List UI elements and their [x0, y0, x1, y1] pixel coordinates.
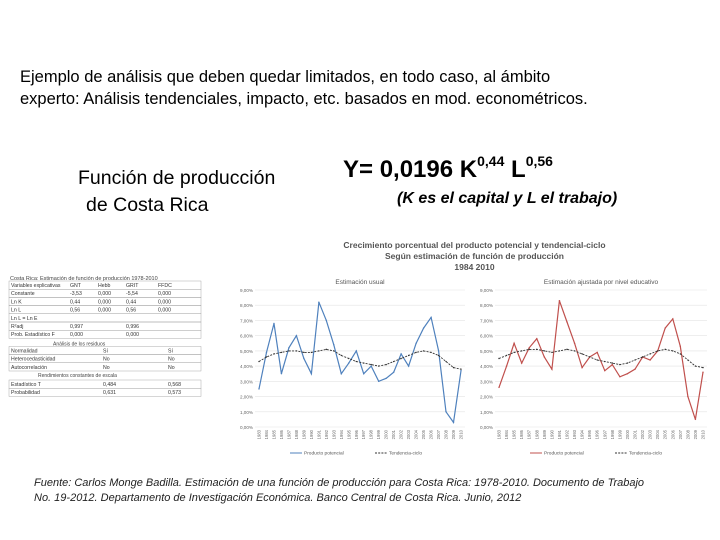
data-point: [627, 373, 628, 374]
data-point: [400, 353, 401, 354]
x-tick-label: 2004: [413, 430, 419, 440]
x-tick-label: 2004: [655, 430, 661, 440]
table-cell: Hebb: [98, 283, 111, 289]
data-point: [695, 419, 696, 420]
y-tick-label: 0,00%: [479, 425, 493, 430]
table-cell: 0,000: [158, 299, 171, 306]
data-point: [498, 387, 499, 388]
table-cell: Prob. Estadístico F: [11, 332, 55, 339]
data-point: [333, 350, 334, 351]
data-point: [551, 352, 552, 353]
table-cell: 0,000: [98, 291, 111, 298]
legend-label: Tendencia-ciclo: [389, 451, 423, 457]
x-tick-label: 1990: [549, 430, 555, 440]
x-tick-label: 1993: [572, 430, 578, 440]
data-point: [589, 356, 590, 357]
table-cell: -3,53: [70, 291, 82, 298]
data-point: [506, 355, 507, 356]
y-tick-label: 4,00%: [479, 364, 493, 370]
chart-title: [232, 240, 717, 273]
residual-title: Análisis de los residuos: [53, 341, 106, 348]
formula-l: L: [504, 156, 526, 183]
y-tick-label: 4,00%: [239, 364, 253, 370]
y-tick-label: 8,00%: [239, 303, 253, 309]
panel-title: Estimación ajustada por nivel educativo: [543, 279, 659, 286]
table-cell: 0,56: [126, 307, 137, 314]
table-title: Costa Rica: Estimación de función de producción 1978-2010: [10, 276, 158, 282]
x-tick-label: 1998: [609, 430, 615, 440]
residual-cell: Normalidad: [11, 348, 38, 355]
data-point: [460, 370, 461, 371]
table-cell: 0,000: [70, 332, 83, 339]
data-point: [266, 352, 267, 353]
residual-cell: No: [168, 356, 175, 363]
y-tick-label: 3,00%: [479, 379, 493, 385]
x-tick-label: 2010: [700, 430, 706, 440]
table-cell: Variables explicativas: [11, 283, 61, 289]
data-point: [430, 317, 431, 318]
data-point: [273, 353, 274, 354]
source-line-2: No. 19-2012. Departamento de Investigación Económica. Banco Central de Costa Rica. Junio, 2012: [34, 492, 522, 504]
x-tick-label: 1999: [617, 430, 623, 440]
data-point: [574, 350, 575, 351]
x-tick-label: 1992: [564, 430, 570, 440]
data-point: [288, 347, 289, 348]
data-point: [544, 356, 545, 357]
y-tick-label: 2,00%: [479, 394, 493, 400]
chart-panel-2: [480, 279, 707, 457]
data-point: [318, 350, 319, 351]
data-point: [649, 353, 650, 354]
data-point: [281, 352, 282, 353]
residual-cell: Sí: [103, 348, 108, 355]
data-point: [597, 352, 598, 353]
intro-line-2: experto: Análisis tendenciales, impacto, etc. basados en mod. econométricos.: [20, 90, 588, 108]
data-point: [566, 321, 567, 322]
x-tick-label: 2003: [647, 430, 653, 440]
data-point: [393, 361, 394, 362]
x-tick-label: 1984: [263, 430, 269, 440]
table-row-border: [9, 322, 201, 330]
data-point: [597, 359, 598, 360]
x-tick-label: 2007: [436, 430, 442, 440]
data-point: [385, 378, 386, 379]
x-tick-label: 2000: [383, 430, 389, 440]
coint-cell: Probabilidad: [11, 390, 40, 397]
data-point: [430, 352, 431, 353]
chart-panel-1: [240, 279, 465, 457]
x-tick-label: 2005: [662, 430, 668, 440]
table-cell: 0,000: [126, 332, 139, 339]
data-point: [408, 355, 409, 356]
y-tick-label: 7,00%: [479, 318, 493, 324]
legend-label: Producto potencial: [304, 451, 344, 457]
data-point: [348, 358, 349, 359]
data-point: [529, 347, 530, 348]
source-line-1: Fuente: Carlos Monge Badilla. Estimación de una función de producción para Costa Rica: 1978-2010. Documento de Trabajo: [34, 477, 645, 489]
y-tick-label: 2,00%: [239, 394, 253, 400]
regression-table: [8, 275, 203, 415]
data-point: [356, 361, 357, 362]
data-point: [423, 327, 424, 328]
x-tick-label: 1988: [293, 430, 299, 440]
data-point: [311, 373, 312, 374]
x-tick-label: 2010: [458, 430, 464, 440]
data-point: [642, 356, 643, 357]
data-point: [415, 352, 416, 353]
data-point: [445, 411, 446, 412]
data-point: [581, 353, 582, 354]
data-point: [445, 361, 446, 362]
y-tick-label: 7,00%: [239, 318, 253, 324]
data-point: [281, 373, 282, 374]
data-point: [612, 362, 613, 363]
series-line-trend: [499, 349, 703, 367]
x-tick-label: 1985: [511, 430, 517, 440]
data-point: [415, 343, 416, 344]
data-point: [498, 358, 499, 359]
x-tick-label: 2008: [443, 430, 449, 440]
data-point: [536, 349, 537, 350]
x-tick-label: 1989: [541, 430, 547, 440]
x-tick-label: 2001: [632, 430, 638, 440]
coint-cell: 0,631: [103, 390, 116, 397]
x-tick-label: 1999: [376, 430, 382, 440]
y-tick-label: 6,00%: [479, 333, 493, 339]
table-cell: 0,996: [126, 324, 139, 330]
residual-cell: No: [103, 364, 110, 371]
data-point: [506, 365, 507, 366]
x-tick-label: 1987: [286, 430, 292, 440]
residual-cell: No: [103, 356, 110, 363]
table-cell: -5,54: [126, 291, 138, 298]
x-tick-label: 1996: [353, 430, 359, 440]
function-label-line-2: de Costa Rica: [86, 194, 209, 216]
table-cell: 0,56: [70, 307, 81, 314]
data-point: [665, 349, 666, 350]
data-point: [687, 359, 688, 360]
data-point: [326, 349, 327, 350]
x-tick-label: 2003: [406, 430, 412, 440]
y-tick-label: 5,00%: [479, 348, 493, 354]
y-tick-label: 6,00%: [239, 333, 253, 339]
data-point: [634, 368, 635, 369]
data-point: [371, 365, 372, 366]
table-cell: 0,44: [70, 299, 81, 306]
table-cell: 0,000: [98, 299, 111, 306]
x-tick-label: 2007: [677, 430, 683, 440]
table-cell: GNT: [70, 283, 81, 289]
legend-label: Tendencia-ciclo: [629, 451, 663, 457]
data-point: [453, 422, 454, 423]
x-tick-label: 1996: [594, 430, 600, 440]
y-tick-label: 1,00%: [479, 409, 493, 415]
function-label-line-1: Función de producción: [78, 167, 276, 189]
x-tick-label: 2005: [421, 430, 427, 440]
data-point: [559, 350, 560, 351]
data-point: [341, 373, 342, 374]
x-tick-label: 1994: [579, 430, 585, 440]
data-point: [341, 355, 342, 356]
formula-note: (K es el capital y L el trabajo): [397, 190, 618, 207]
data-point: [423, 350, 424, 351]
data-point: [612, 364, 613, 365]
table-cell: 0,997: [70, 324, 83, 330]
data-point: [619, 376, 620, 377]
table-cell: GRIT: [126, 283, 139, 289]
table-cell: 0,44: [126, 299, 137, 306]
residual-cell: No: [168, 364, 175, 371]
data-point: [695, 365, 696, 366]
data-point: [371, 364, 372, 365]
table-cell: 0,000: [158, 291, 171, 298]
data-point: [566, 349, 567, 350]
x-tick-label: 1985: [271, 430, 277, 440]
x-tick-label: 2006: [428, 430, 434, 440]
data-point: [687, 396, 688, 397]
x-tick-label: 1988: [534, 430, 540, 440]
data-point: [363, 362, 364, 363]
panel-title: Estimación usual: [335, 279, 385, 286]
x-tick-label: 1986: [278, 430, 284, 440]
x-tick-label: 1994: [338, 430, 344, 440]
data-point: [529, 349, 530, 350]
data-point: [311, 352, 312, 353]
x-tick-label: 1993: [331, 430, 337, 440]
data-point: [680, 353, 681, 354]
coint-cell: Estadístico T: [11, 382, 41, 388]
data-point: [385, 364, 386, 365]
data-point: [438, 350, 439, 351]
table-cell: Ln K: [11, 299, 22, 306]
x-tick-label: 2000: [624, 430, 630, 440]
data-point: [356, 350, 357, 351]
data-point: [378, 381, 379, 382]
data-point: [544, 350, 545, 351]
y-tick-label: 1,00%: [239, 409, 253, 415]
data-point: [513, 343, 514, 344]
data-point: [665, 327, 666, 328]
source-citation: [34, 476, 714, 506]
residual-cell: Sí: [168, 348, 173, 355]
x-tick-label: 1989: [301, 430, 307, 440]
chart-title-line-3: 1984 2010: [454, 262, 495, 272]
x-tick-label: 2002: [398, 430, 404, 440]
y-tick-label: 0,00%: [239, 425, 253, 430]
x-tick-label: 2009: [451, 430, 457, 440]
data-point: [266, 356, 267, 357]
data-point: [273, 323, 274, 324]
residual-cell: Heterocedasticidad: [11, 356, 56, 363]
data-point: [400, 358, 401, 359]
x-tick-label: 1987: [526, 430, 532, 440]
table-cell: R²adj: [11, 324, 24, 330]
data-point: [680, 346, 681, 347]
data-point: [303, 352, 304, 353]
data-point: [551, 368, 552, 369]
x-tick-label: 1986: [519, 430, 525, 440]
data-point: [303, 358, 304, 359]
data-point: [393, 372, 394, 373]
x-tick-label: 1983: [496, 430, 502, 440]
x-tick-label: 2006: [670, 430, 676, 440]
x-tick-label: 2002: [640, 430, 646, 440]
coint-cell: 0,484: [103, 382, 116, 388]
data-point: [657, 350, 658, 351]
data-point: [672, 318, 673, 319]
x-tick-label: 1995: [587, 430, 593, 440]
intro-text: [20, 66, 715, 110]
data-point: [348, 362, 349, 363]
x-tick-label: 1998: [368, 430, 374, 440]
data-point: [363, 373, 364, 374]
chart-title-line-1: Crecimiento porcentual del producto potencial y tendencial-ciclo: [343, 240, 606, 250]
coint-cell: 0,573: [168, 390, 181, 397]
data-point: [702, 367, 703, 368]
data-point: [318, 301, 319, 302]
table-cell: 0,000: [98, 307, 111, 314]
x-tick-label: 2008: [685, 430, 691, 440]
y-tick-label: 9,00%: [479, 288, 493, 293]
table-cell: Ln L = Ln E: [11, 315, 38, 322]
y-tick-label: 3,00%: [239, 379, 253, 385]
k-exponent: 0,44: [477, 153, 505, 169]
x-tick-label: 1997: [361, 430, 367, 440]
formula-prefix: Y= 0,0196 K: [343, 156, 478, 183]
residual-cell: Autocorrelación: [11, 364, 48, 371]
data-point: [460, 368, 461, 369]
data-point: [258, 361, 259, 362]
table-cell: 0,000: [158, 307, 171, 314]
x-tick-label: 2009: [692, 430, 698, 440]
data-point: [581, 367, 582, 368]
data-point: [604, 370, 605, 371]
data-point: [574, 343, 575, 344]
table-row-border: [9, 314, 201, 322]
data-point: [378, 365, 379, 366]
data-point: [453, 367, 454, 368]
table-cell: Constante: [11, 291, 35, 298]
y-tick-label: 9,00%: [239, 288, 253, 293]
x-tick-label: 1991: [316, 430, 322, 440]
production-formula: [343, 155, 553, 184]
y-tick-label: 5,00%: [239, 348, 253, 354]
coint-cell: 0,568: [168, 382, 181, 388]
data-point: [559, 300, 560, 301]
chart-title-line-2: Según estimación de función de producción: [385, 251, 564, 261]
x-tick-label: 2001: [391, 430, 397, 440]
data-point: [619, 364, 620, 365]
table-cell: FFDC: [158, 283, 172, 289]
data-point: [649, 359, 650, 360]
data-point: [702, 372, 703, 373]
intro-line-1: Ejemplo de análisis que deben quedar limitados, en todo caso, al ámbito: [20, 68, 551, 86]
data-point: [408, 365, 409, 366]
legend-label: Producto potencial: [544, 451, 584, 457]
l-exponent: 0,56: [525, 153, 553, 169]
data-point: [326, 320, 327, 321]
x-tick-label: 1997: [602, 430, 608, 440]
data-point: [258, 388, 259, 389]
y-tick-label: 8,00%: [479, 303, 493, 309]
data-point: [634, 359, 635, 360]
data-point: [296, 335, 297, 336]
data-point: [333, 344, 334, 345]
x-tick-label: 1995: [346, 430, 352, 440]
data-point: [521, 350, 522, 351]
x-tick-label: 1990: [308, 430, 314, 440]
data-point: [288, 350, 289, 351]
table-cell: Ln L: [11, 307, 22, 314]
x-tick-label: 1983: [256, 430, 262, 440]
growth-charts: [225, 272, 715, 507]
data-point: [513, 352, 514, 353]
data-point: [296, 350, 297, 351]
data-point: [604, 361, 605, 362]
x-tick-label: 1992: [323, 430, 329, 440]
data-point: [672, 350, 673, 351]
x-tick-label: 1991: [556, 430, 562, 440]
data-point: [438, 355, 439, 356]
coint-title: Rendimientos constantes de escala: [38, 373, 117, 379]
data-point: [521, 362, 522, 363]
data-point: [627, 362, 628, 363]
x-tick-label: 1984: [504, 430, 510, 440]
data-point: [536, 338, 537, 339]
